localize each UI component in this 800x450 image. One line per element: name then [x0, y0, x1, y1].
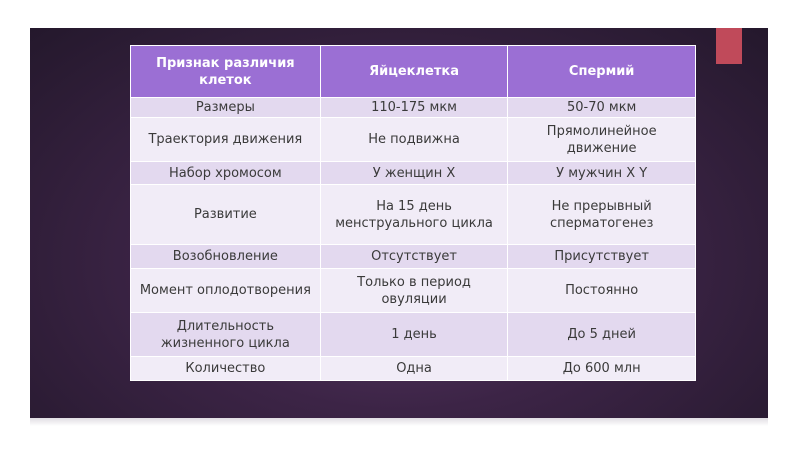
- table-header-row: [131, 46, 696, 98]
- table-cell: Не подвижна: [320, 118, 508, 162]
- table-cell: На 15 день менструального цикла: [320, 185, 508, 245]
- table-cell: Возобновление: [131, 245, 321, 269]
- slide: [30, 28, 768, 418]
- table-cell: Набор хромосом: [131, 162, 321, 185]
- table-cell: У мужчин Х Y: [508, 162, 696, 185]
- table-row: [131, 185, 696, 245]
- table-row: [131, 162, 696, 185]
- table-row: [131, 357, 696, 381]
- slide-shadow: [30, 418, 768, 426]
- table-cell: Присутствует: [508, 245, 696, 269]
- table-cell: Момент оплодотворения: [131, 269, 321, 313]
- table-row: [131, 118, 696, 162]
- table-row: [131, 269, 696, 313]
- table-cell: До 5 дней: [508, 313, 696, 357]
- table-cell: У женщин Х: [320, 162, 508, 185]
- table-cell: Одна: [320, 357, 508, 381]
- table-cell: Развитие: [131, 185, 321, 245]
- table-cell: 110-175 мкм: [320, 98, 508, 118]
- table-cell: Размеры: [131, 98, 321, 118]
- header-feature: Признак различия клеток: [131, 46, 321, 98]
- comparison-table: [130, 45, 696, 381]
- table-row: [131, 98, 696, 118]
- table-cell: Только в период овуляции: [320, 269, 508, 313]
- table-row: [131, 245, 696, 269]
- table-cell: Траектория движения: [131, 118, 321, 162]
- table-cell: 1 день: [320, 313, 508, 357]
- table-cell: 50-70 мкм: [508, 98, 696, 118]
- table-cell: Прямолинейное движение: [508, 118, 696, 162]
- table-cell: Не прерывный сперматогенез: [508, 185, 696, 245]
- table-cell: Количество: [131, 357, 321, 381]
- table-cell: Постоянно: [508, 269, 696, 313]
- header-sperm: Спермий: [508, 46, 696, 98]
- table-cell: Отсутствует: [320, 245, 508, 269]
- table-row: [131, 313, 696, 357]
- table-cell: Длительность жизненного цикла: [131, 313, 321, 357]
- header-egg-cell: Яйцеклетка: [320, 46, 508, 98]
- table-cell: До 600 млн: [508, 357, 696, 381]
- accent-bar: [716, 28, 742, 64]
